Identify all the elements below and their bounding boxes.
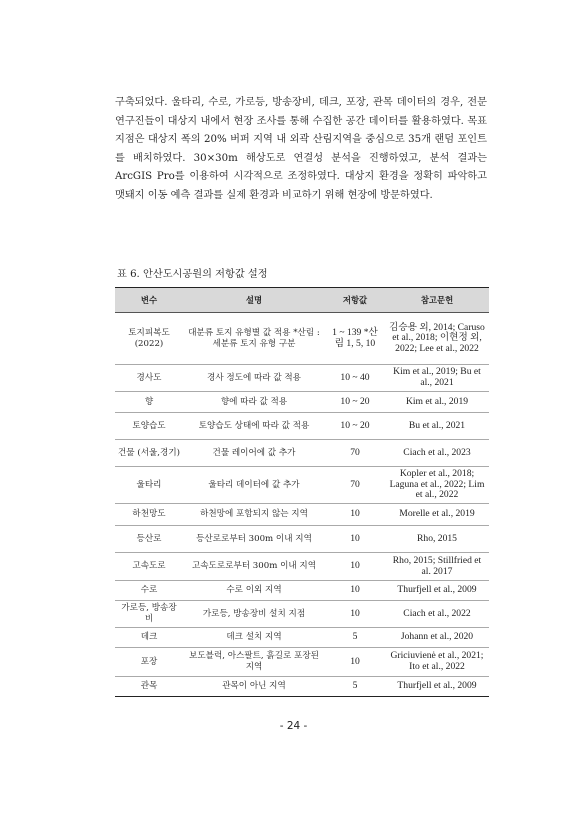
cell-value: 10 xyxy=(325,648,385,677)
cell-reference: Rho, 2015; Stillfried et al. 2017 xyxy=(385,553,489,581)
cell-reference: Griciuvienė et al., 2021; Ito et al., 2022 xyxy=(385,648,489,677)
cell-reference: Thurfjell et al., 2009 xyxy=(385,581,489,601)
cell-variable: 건물 (서울,경기) xyxy=(115,440,183,467)
table-row xyxy=(115,628,489,648)
header-reference: 참고문헌 xyxy=(385,288,489,313)
cell-description: 대분류 토지 유형별 값 적용 *산림 : 세분류 토지 유형 구분 xyxy=(183,313,325,365)
cell-variable: 토지피복도 (2022) xyxy=(115,313,183,365)
table-row xyxy=(115,313,489,365)
cell-reference: Johann et al., 2020 xyxy=(385,628,489,648)
cell-reference: Ciach et al., 2023 xyxy=(385,440,489,467)
cell-value: 70 xyxy=(325,440,385,467)
cell-value: 10 ~ 20 xyxy=(325,392,385,413)
cell-value: 10 ~ 40 xyxy=(325,365,385,392)
cell-reference: Kim et al., 2019; Bu et al., 2021 xyxy=(385,365,489,392)
page-number: - 24 - xyxy=(279,720,308,732)
cell-value: 5 xyxy=(325,628,385,648)
cell-reference: Morelle et al., 2019 xyxy=(385,504,489,526)
cell-value: 10 xyxy=(325,553,385,581)
cell-value: 70 xyxy=(325,467,385,504)
table-header-row xyxy=(115,288,489,313)
cell-reference: Ciach et al., 2022 xyxy=(385,601,489,628)
cell-variable: 경사도 xyxy=(115,365,183,392)
cell-value: 10 xyxy=(325,526,385,553)
cell-description: 토양습도 상태에 따라 값 적용 xyxy=(183,413,325,440)
table-row xyxy=(115,440,489,467)
cell-variable: 하천망도 xyxy=(115,504,183,526)
cell-value: 10 xyxy=(325,601,385,628)
cell-value: 10 ~ 20 xyxy=(325,413,385,440)
cell-description: 등산로로부터 300m 이내 지역 xyxy=(183,526,325,553)
cell-description: 수로 이외 지역 xyxy=(183,581,325,601)
cell-description: 울타리 데이터에 값 추가 xyxy=(183,467,325,504)
table-caption: 표 6. 안산도시공원의 저항값 설정 xyxy=(117,269,268,280)
cell-variable: 고속도로 xyxy=(115,553,183,581)
table-row xyxy=(115,504,489,526)
cell-value: 5 xyxy=(325,677,385,697)
table-row xyxy=(115,467,489,504)
cell-description: 경사 정도에 따라 값 적용 xyxy=(183,365,325,392)
cell-variable: 토양습도 xyxy=(115,413,183,440)
header-description: 설명 xyxy=(183,288,325,313)
cell-variable: 가로등, 방송장비 xyxy=(115,601,183,628)
cell-value: 10 xyxy=(325,504,385,526)
cell-reference: Bu et al., 2021 xyxy=(385,413,489,440)
table-row xyxy=(115,526,489,553)
header-variable: 변수 xyxy=(115,288,183,313)
cell-description: 보도블럭, 아스팔트, 흙길로 포장된 지역 xyxy=(183,648,325,677)
body-paragraph: 구축되었다. 울타리, 수로, 가로등, 방송장비, 데크, 포장, 관목 데이터의 경우, 전문 연구진들이 대상지 내에서 현장 조사를 통해 수집한 공간 데이터를 활용하였다. 목표 지점은 대상지 폭의 20% 버퍼 지역 내 외곽 산림지역을 중심으로 35개 랜덤 포인트를 배치하였다. 30×30m 해상도로 연결성 분석을 진행하였고, 분석 결과는 ArcGIS Pro를 이용하여 시각적으로 조정하였다. 대상지 환경을 정확히 파악하고 맷돼지 이동 예측 결과를 실제 환경과 비교하기 위해 현장에 방문하였다. xyxy=(115,97,487,201)
cell-variable: 포장 xyxy=(115,648,183,677)
table-row xyxy=(115,413,489,440)
cell-variable: 향 xyxy=(115,392,183,413)
cell-description: 하천망에 포함되지 않는 지역 xyxy=(183,504,325,526)
table-row xyxy=(115,553,489,581)
cell-reference: Thurfjell et al., 2009 xyxy=(385,677,489,697)
cell-variable: 데크 xyxy=(115,628,183,648)
cell-reference: Kopler et al., 2018; Laguna et al., 2022; Lim et al., 2022 xyxy=(385,467,489,504)
table-row xyxy=(115,601,489,628)
cell-reference: Kim et al., 2019 xyxy=(385,392,489,413)
cell-variable: 울타리 xyxy=(115,467,183,504)
table-row xyxy=(115,677,489,697)
cell-variable: 수로 xyxy=(115,581,183,601)
cell-reference: Rho, 2015 xyxy=(385,526,489,553)
resistance-table xyxy=(115,287,489,697)
cell-reference: 김승용 외, 2014; Caruso et al., 2018; 이현정 외, 2022; Lee et al., 2022 xyxy=(385,313,489,365)
table-row xyxy=(115,581,489,601)
cell-variable: 관목 xyxy=(115,677,183,697)
cell-value: 10 xyxy=(325,581,385,601)
table-row xyxy=(115,648,489,677)
cell-value: 1 ~ 139 *산림 1, 5, 10 xyxy=(325,313,385,365)
cell-description: 향에 따라 값 적용 xyxy=(183,392,325,413)
table-row xyxy=(115,392,489,413)
header-value: 저항값 xyxy=(325,288,385,313)
table-row xyxy=(115,365,489,392)
cell-variable: 등산로 xyxy=(115,526,183,553)
cell-description: 가로등, 방송장비 설치 지점 xyxy=(183,601,325,628)
cell-description: 데크 설치 지역 xyxy=(183,628,325,648)
cell-description: 관목이 아닌 지역 xyxy=(183,677,325,697)
cell-description: 건물 레이어에 값 추가 xyxy=(183,440,325,467)
cell-description: 고속도로로부터 300m 이내 지역 xyxy=(183,553,325,581)
